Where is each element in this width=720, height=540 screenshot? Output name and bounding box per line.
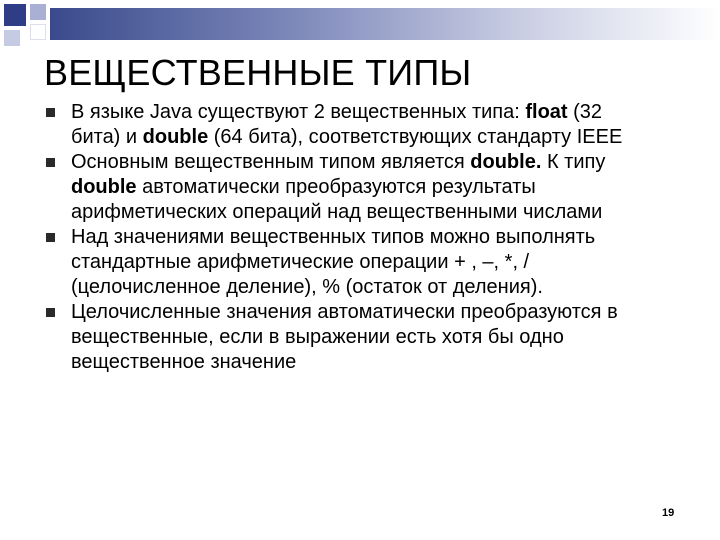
header-gradient-band: [50, 8, 720, 40]
bullet-square-icon: [46, 158, 55, 167]
bullet-text-bold: double: [142, 126, 209, 148]
bullet-text: Над значениями вещественных типов можно выполнять стандартные арифметические операции + , –, *, / (целочисленное деление), % (остаток от деления).: [71, 226, 596, 298]
bullet-text: К типу: [541, 151, 606, 173]
bullet-text: автоматически преобразуются результаты арифметических операций над вещественными числами: [71, 176, 603, 223]
bullet-text-bold: double.: [470, 151, 542, 173]
page-number: 19: [662, 507, 675, 519]
slide-title: ВЕЩЕСТВЕННЫЕ ТИПЫ: [44, 52, 472, 93]
bullet-item: [44, 100, 644, 150]
bullet-text-bold: float: [525, 101, 568, 123]
bullet-item: [44, 225, 644, 300]
bullet-text: Целочисленные значения автоматически преобразуются в вещественные, если в выражении есть хотя бы одно вещественное значение: [71, 301, 618, 373]
bullet-text: Основным вещественным типом является: [71, 151, 471, 173]
bullet-item: [44, 300, 644, 375]
bullet-item: [44, 150, 644, 225]
bullet-list: [44, 100, 644, 375]
bullet-square-icon: [46, 233, 55, 242]
decor-square-light-small: [4, 30, 20, 46]
decor-square-light: [30, 4, 46, 20]
decor-square-dark: [4, 4, 26, 26]
bullet-square-icon: [46, 308, 55, 317]
bullet-text-bold: double: [71, 176, 137, 198]
bullet-text: (32 бита) и: [71, 101, 603, 148]
bullet-square-icon: [46, 108, 55, 117]
bullet-text: В языке Java существуют 2 вещественных типа:: [71, 101, 526, 123]
decor-square-white: [30, 24, 46, 40]
bullet-text: (64 бита), соответствующих стандарту IEEE: [208, 126, 623, 148]
